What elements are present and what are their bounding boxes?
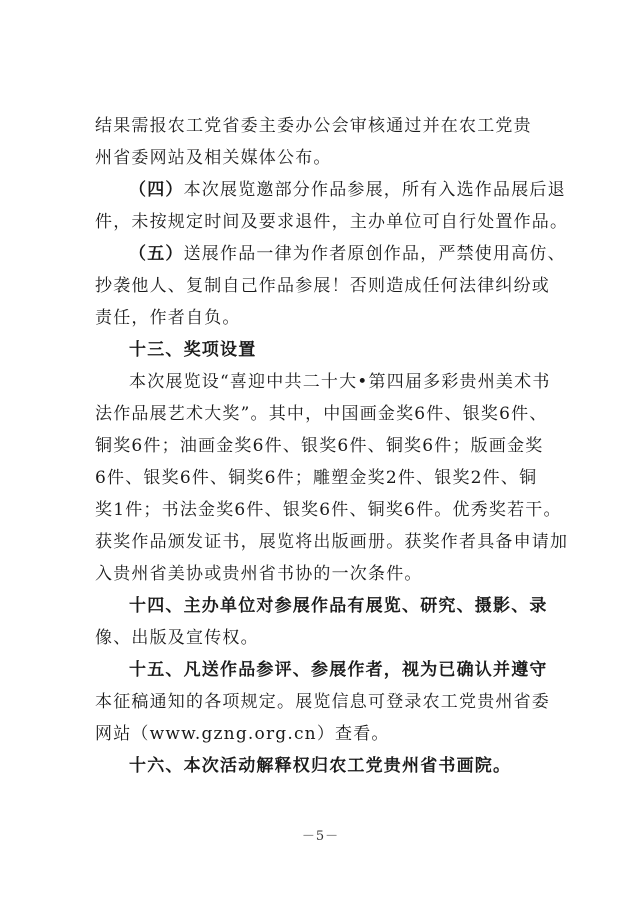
text-line: 网站（www.gzng.org.cn）查看。 bbox=[95, 724, 390, 744]
paragraph-item-5 bbox=[95, 238, 566, 270]
text-line: 本次展览设“喜迎中共二十大•第四届多彩贵州美术书 bbox=[129, 372, 551, 392]
text-line: 送展作品一律为作者原创作品，严禁使用高仿、 bbox=[183, 244, 566, 264]
text-line: 本次展览邀部分作品参展，所有入选作品展后退 bbox=[183, 180, 566, 200]
text-line: 责任，作者自负。 bbox=[95, 308, 241, 328]
page-number: －5－ bbox=[301, 829, 340, 844]
text-line: 像、出版及宣传权。 bbox=[95, 628, 259, 648]
paragraph-item-4 bbox=[95, 174, 566, 206]
section-heading: 十三、奖项设置 bbox=[129, 340, 257, 360]
document-body bbox=[95, 110, 569, 782]
item-number: （四） bbox=[129, 180, 184, 200]
text-line: 6件、银奖6件、铜奖6件；雕塑金奖2件、银奖2件、铜 bbox=[95, 468, 538, 488]
section-heading-15: 十五、凡送作品参评、参展作者，视为已确认并遵守 bbox=[129, 660, 548, 680]
text-line: 入贵州省美协或贵州省书协的一次条件。 bbox=[95, 564, 423, 584]
text-line: 奖1件；书法金奖6件、银奖6件、铜奖6件。优秀奖若干。 bbox=[95, 500, 562, 520]
text-line: 获奖作品颁发证书，展览将出版画册。获奖作者具备申请加 bbox=[95, 532, 569, 552]
text-line: 法作品展艺术大奖”。其中，中国画金奖6件、银奖6件、 bbox=[95, 404, 548, 424]
text-line: 本征稿通知的各项规定。展览信息可登录农工党贵州省委 bbox=[95, 692, 550, 712]
text-line: 件，未按规定时间及要求退件，主办单位可自行处置作品。 bbox=[95, 212, 569, 232]
text-line: 州省委网站及相关媒体公布。 bbox=[95, 148, 332, 168]
section-heading-16: 十六、本次活动解释权归农工党贵州省书画院。 bbox=[129, 756, 512, 776]
text-line: 抄袭他人、复制自己作品参展！否则造成任何法律纠纷或 bbox=[95, 276, 550, 296]
text-line: 铜奖6件；油画金奖6件、银奖6件、铜奖6件；版画金奖 bbox=[95, 436, 544, 456]
item-number: （五） bbox=[129, 244, 184, 264]
text-line: 结果需报农工党省委主委办公会审核通过并在农工党贵 bbox=[95, 116, 532, 136]
section-heading-14: 十四、主办单位对参展作品有展览、研究、摄影、录 bbox=[129, 596, 548, 616]
